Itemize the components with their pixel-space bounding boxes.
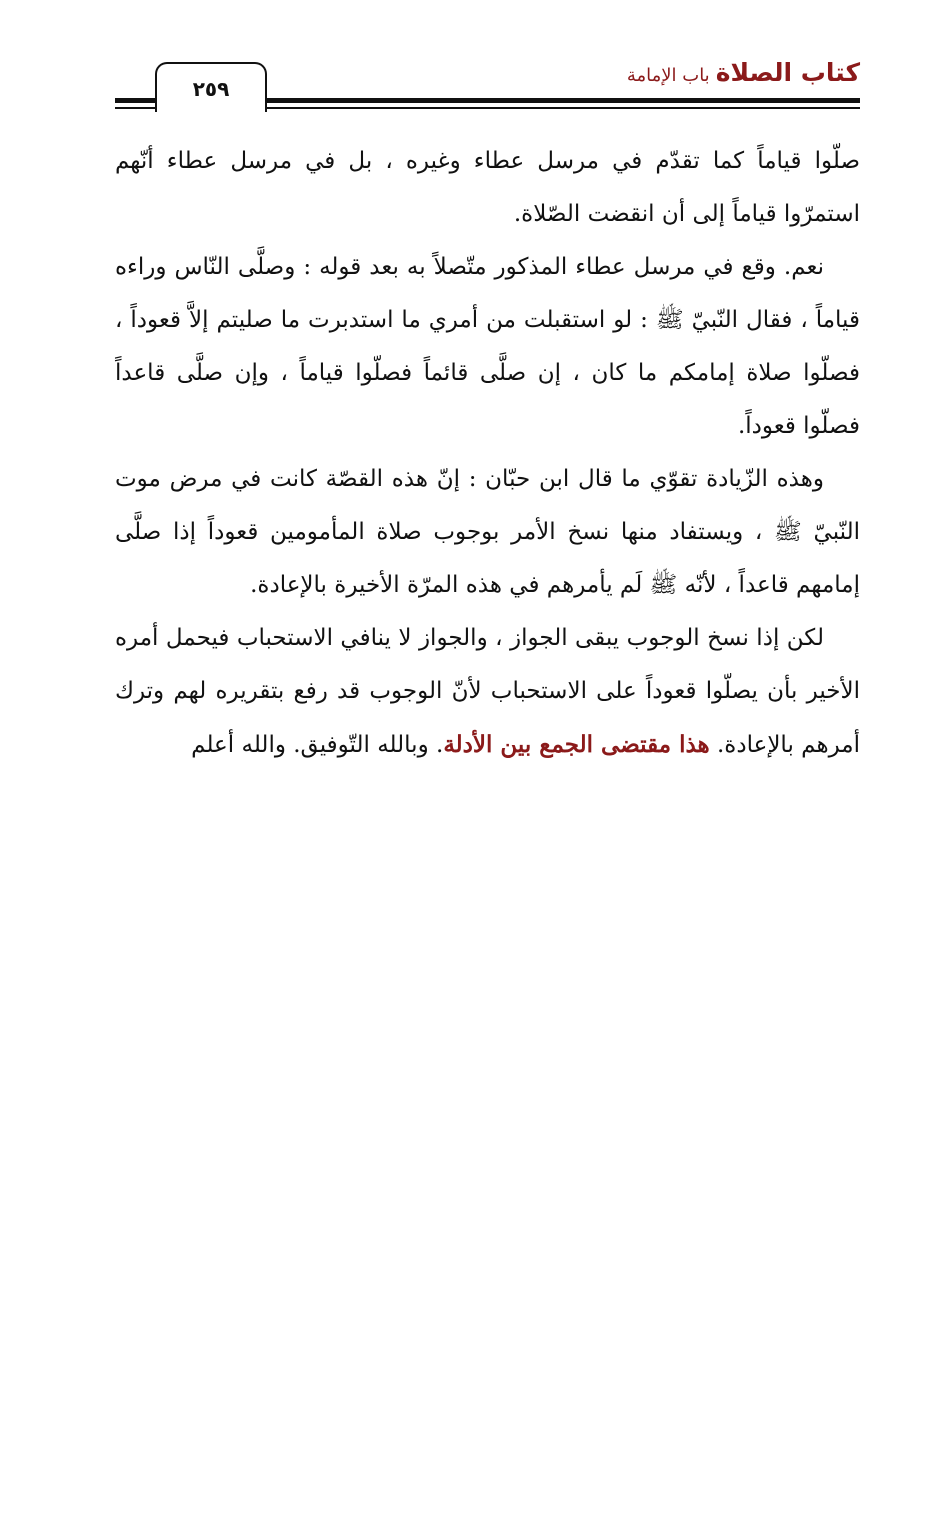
paragraph-3: وهذه الزّيادة تقوّي ما قال ابن حبّان : إنّ هذه القصّة كانت في مرض موت النّبيّ ﷺ ، ويستفاد منها نسخ الأمر بوجوب صلاة المأمومين قعوداً إذا صلَّى إمامهم قاعداً ، لأنّه ﷺ لَم يأمرهم في هذه المرّة الأخيرة بالإعادة. — [115, 466, 860, 598]
running-title — [627, 58, 860, 87]
page-number: ٢٥٩ — [155, 62, 267, 112]
paragraph-4-closing: . وبالله التّوفيق. والله أعلم — [191, 732, 444, 758]
paragraph-2: نعم. وقع في مرسل عطاء المذكور متّصلاً به بعد قوله : وصلَّى النّاس وراءه قياماً ، فقال النّبيّ ﷺ : لو استقبلت من أمري ما استدبرت ما صليتم إلاَّ قعوداً ، فصلّوا صلاة إمامكم ما كان ، إن صلَّى قائماً فصلّوا قياماً ، وإن صلَّى قاعداً فصلّوا قعوداً. — [115, 254, 860, 439]
paragraph-1: صلّوا قياماً كما تقدّم في مرسل عطاء وغيره ، بل في مرسل عطاء أنّهم استمرّوا قياماً إلى أن انقضت الصّلاة. — [115, 148, 860, 227]
book-title: كتاب الصلاة — [715, 58, 860, 87]
page-header — [115, 48, 860, 118]
paragraph-4 — [115, 612, 860, 772]
page-body — [115, 135, 860, 772]
paragraph-4-text: لكن إذا نسخ الوجوب يبقى الجواز ، والجواز لا ينافي الاستحباب فيحمل أمره الأخير بأن يصلّوا قعوداً على الاستحباب لأنّ الوجوب قد رفع بتقريره لهم وترك أمرهم بالإعادة. — [115, 625, 860, 758]
chapter-title: باب الإمامة — [626, 65, 710, 86]
highlighted-phrase: هذا مقتضى الجمع بين الأدلة — [443, 731, 710, 758]
